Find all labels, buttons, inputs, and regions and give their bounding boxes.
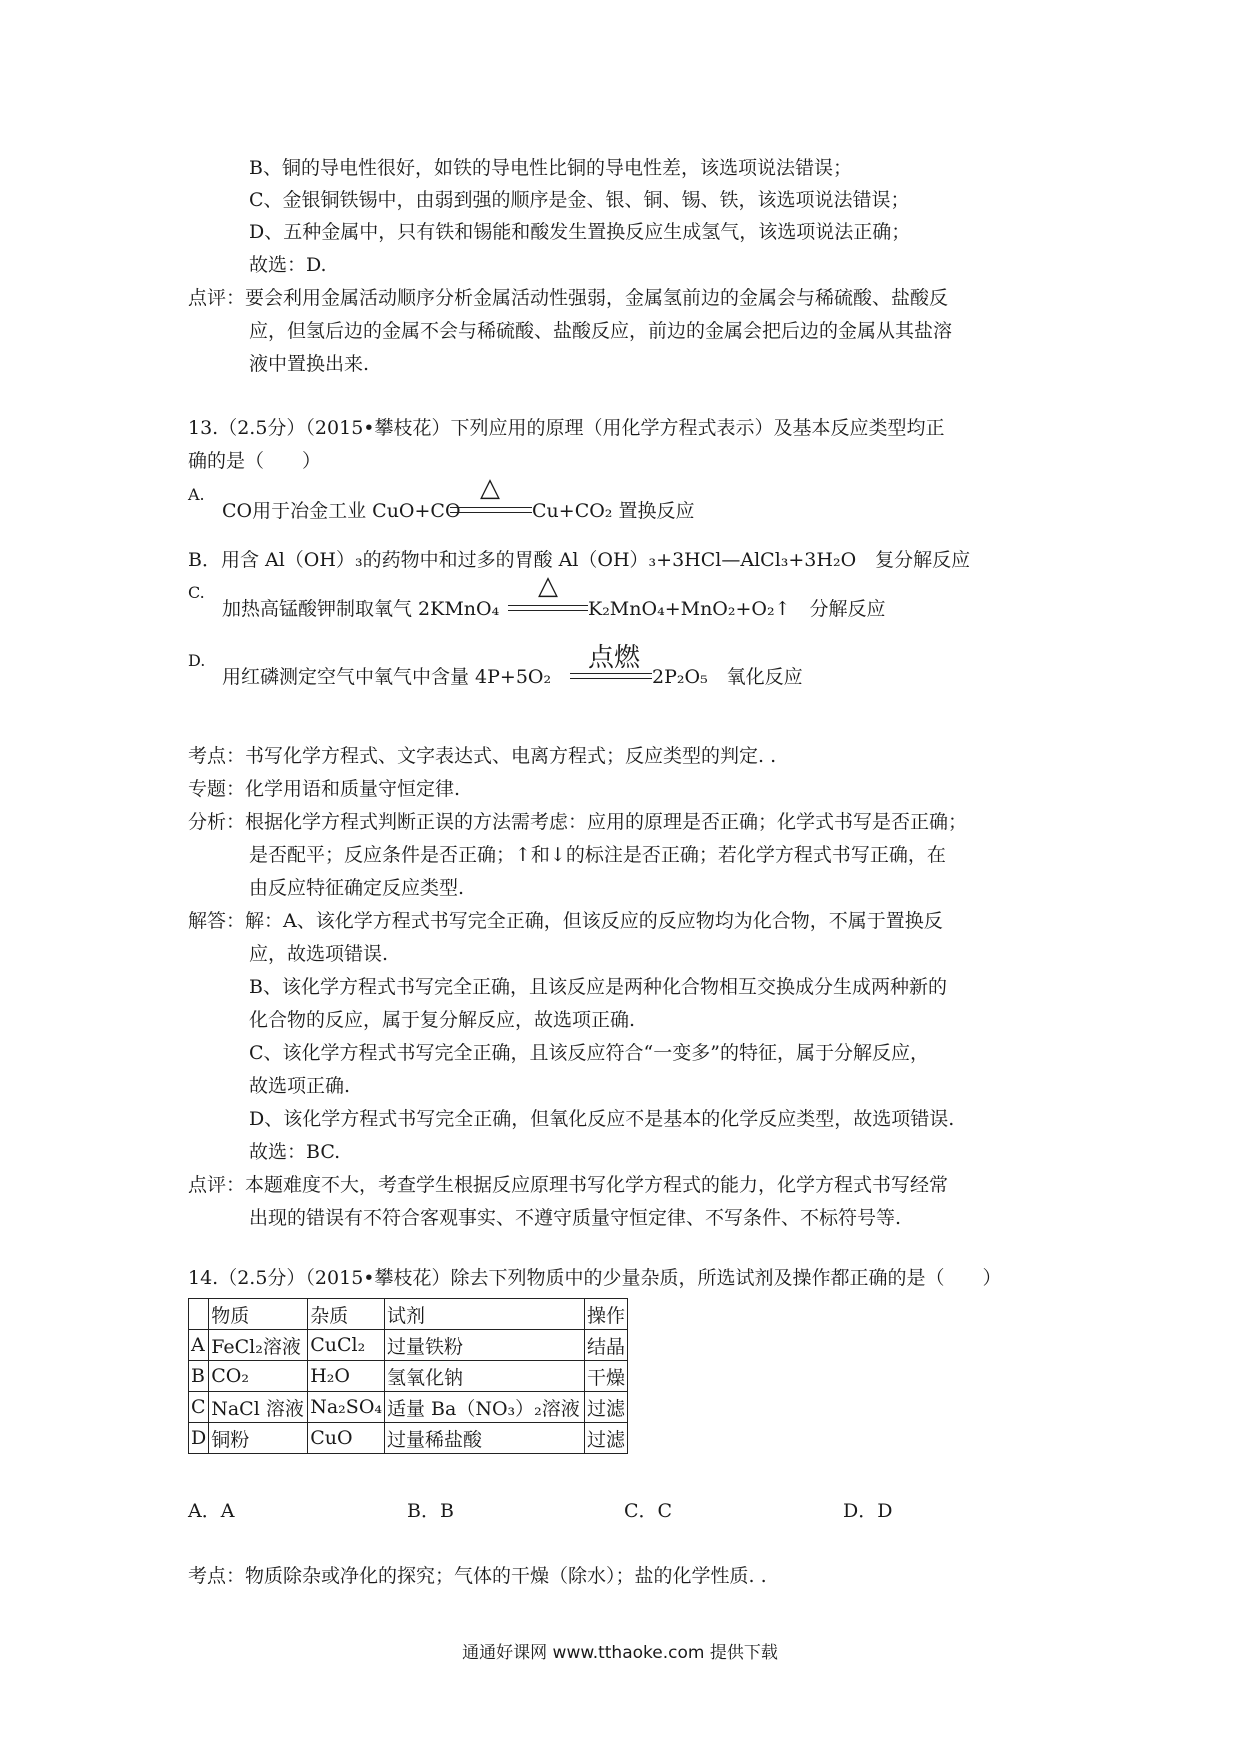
q12-option-c-analysis: C、金银铜铁锡中，由弱到强的顺序是金、银、铜、锡、铁，该选项说法错误； [249,189,910,211]
q12-option-d-analysis: D、五种金属中，只有铁和锡能和酸发生置换反应生成氢气，该选项说法正确； [249,221,911,243]
table-row [189,1392,628,1423]
q13-solution-line2: 应，故选项错误. [249,943,389,965]
q13-option-d-letter: D. [188,651,206,670]
q12-option-b-analysis: B、铜的导电性很好，如铁的导电性比铜的导电性差，该选项说法错误； [249,157,852,179]
q12-comment-line1: 点评：要会利用金属活动顺序分析金属活动性强弱，金属氢前边的金属会与稀硫酸、盐酸反 [188,287,949,309]
q13-analysis-line3: 由反应特征确定反应类型. [249,877,465,899]
table-cell: 结晶 [585,1330,628,1361]
q13-solution-line4: 化合物的反应，属于复分解反应，故选项正确. [249,1009,636,1031]
table-cell [189,1299,209,1330]
q13-analysis-line1: 分析：根据化学方程式判断正误的方法需考虑：应用的原理是否正确；化学式书写是否正确； [188,811,968,833]
table-row [189,1361,628,1392]
q13-stem-line1: 13.（2.5分）（2015•攀枝花）下列应用的原理（用化学方程式表示）及基本反应类型均正 [188,417,945,439]
q13-option-a-equals [450,507,532,513]
q13-option-b: B．用含 Al（OH）₃的药物中和过多的胃酸 Al（OH）₃+3HCl—AlCl₃+3H₂O 复分解反应 [188,549,971,571]
table-cell: D [189,1423,209,1454]
table-cell: 操作 [585,1299,628,1330]
q12-answer: 故选：D. [249,254,327,276]
table-cell: A [189,1330,209,1361]
table-cell: 氢氧化钠 [385,1361,585,1392]
q13-option-a-condition: △ [480,473,500,503]
q14-option-d: D．D [843,1500,893,1522]
q13-solution-line5: C、该化学方程式书写完全正确，且该反应符合“一变多”的特征，属于分解反应， [249,1042,929,1064]
table-cell: 过量稀盐酸 [385,1423,585,1454]
table-cell: 过滤 [585,1423,628,1454]
q13-solution-line6: 故选项正确. [249,1075,351,1097]
q14-option-b: B．B [407,1500,454,1522]
q13-solution-line8: 故选：BC. [249,1141,341,1163]
q14-table [188,1298,628,1454]
q13-option-c-condition: △ [538,571,558,601]
q13-option-d-equation-right: 2P₂O₅ 氧化反应 [652,666,803,688]
q14-option-c: C．C [624,1500,673,1522]
q12-comment-line2: 应，但氢后边的金属不会与稀硫酸、盐酸反应，前边的金属会把后边的金属从其盐溶 [249,320,953,342]
q13-analysis-line2: 是否配平；反应条件是否正确；↑和↓的标注是否正确；若化学方程式书写正确，在 [249,844,946,866]
table-row [189,1330,628,1361]
table-cell: 杂质 [308,1299,385,1330]
q13-comment-line1: 点评：本题难度不大，考查学生根据反应原理书写化学方程式的能力，化学方程式书写经常 [188,1174,949,1196]
q13-comment-line2: 出现的错误有不符合客观事实、不遵守质量守恒定律、不写条件、不标符号等. [249,1207,902,1229]
q14-kaodian: 考点：物质除杂或净化的探究；气体的干燥（除水）；盐的化学性质. . [188,1565,767,1587]
q12-comment-line3: 液中置换出来. [249,353,370,375]
table-cell: NaCl 溶液 [209,1392,308,1423]
table-cell: 物质 [209,1299,308,1330]
q13-option-d-equation-left: 用红磷测定空气中氧气中含量 4P+5O₂ [222,666,552,688]
q14-stem: 14.（2.5分）（2015•攀枝花）除去下列物质中的少量杂质，所选试剂及操作都正确的是（ ） [188,1267,1002,1289]
table-cell: Na₂SO₄ [308,1392,385,1423]
table-cell: 试剂 [385,1299,585,1330]
table-cell: B [189,1361,209,1392]
q13-kaodian: 考点：书写化学方程式、文字表达式、电离方程式；反应类型的判定. . [188,745,777,767]
q13-option-a-equation-right: Cu+CO₂ 置换反应 [532,500,695,522]
table-cell: 铜粉 [209,1423,308,1454]
table-cell: C [189,1392,209,1423]
table-cell: H₂O [308,1361,385,1392]
table-cell: 过量铁粉 [385,1330,585,1361]
q13-option-c-equation-left: 加热高锰酸钾制取氧气 2KMnO₄ [222,598,500,620]
q13-option-a-letter: A. [188,485,205,504]
table-cell: 干燥 [585,1361,628,1392]
q13-solution-line1: 解答：解：A、该化学方程式书写完全正确，但该反应的反应物均为化合物，不属于置换反 [188,910,943,932]
table-cell: FeCl₂溶液 [209,1330,308,1361]
table-cell: 适量 Ba（NO₃）₂溶液 [385,1392,585,1423]
q13-option-c-letter: C. [188,583,205,602]
q13-stem-line2: 确的是（ ） [188,450,322,472]
q13-option-c-equals [508,605,588,611]
q13-solution-line3: B、该化学方程式书写完全正确，且该反应是两种化合物相互交换成分生成两种新的 [249,976,947,998]
q13-zhuanti: 专题：化学用语和质量守恒定律. [188,778,461,800]
table-header-row [189,1299,628,1330]
table-cell: CO₂ [209,1361,308,1392]
q13-option-d-equals [570,673,652,679]
q13-option-d-condition: 点燃 [588,643,641,673]
q13-option-a-equation-left: CO用于冶金工业 CuO+CO [222,500,461,522]
table-cell: CuCl₂ [308,1330,385,1361]
q14-option-a: A．A [188,1500,235,1522]
page-footer: 通通好课网 www.tthaoke.com 提供下载 [462,1643,778,1663]
q13-option-c-equation-right: K₂MnO₄+MnO₂+O₂↑ 分解反应 [588,598,886,620]
q13-solution-line7: D、该化学方程式书写完全正确，但氧化反应不是基本的化学反应类型，故选项错误. [249,1108,955,1130]
table-cell: 过滤 [585,1392,628,1423]
table-row [189,1423,628,1454]
table-cell: CuO [308,1423,385,1454]
